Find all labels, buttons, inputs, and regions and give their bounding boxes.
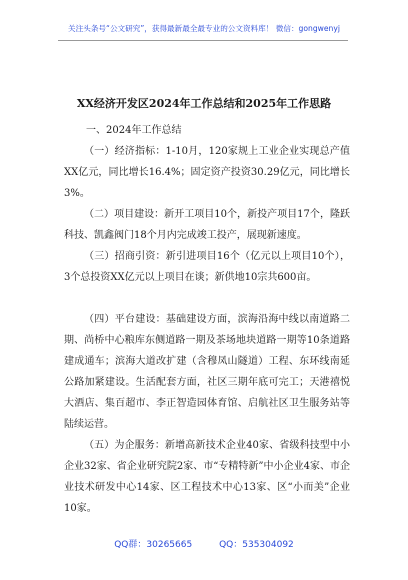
paragraph-economic-indicators: （一）经济指标：1-10月，120家规上工业企业实现总产值XX亿元，同比增长16.4%；固定资产投资30.29亿元，同比增长3%。 [64,146,350,199]
paragraph-project-construction: （二）项目建设：新开工项目10个，新投产项目17个，隆跃科技、凯鑫阀门18个月内完成竣工投产，展现新速度。 [64,209,350,241]
header-divider [58,40,348,41]
document-title: XX经济开发区2024年工作总结和2025年工作思路 [76,97,332,110]
footer-qq-group: QQ群：30265665 [114,540,193,550]
section-heading: 一、2024年工作总结 [86,125,182,136]
footer-qq: QQ：535304092 [219,540,294,550]
header-note: 关注头条号“公文研究”，获得最新最全最专业的公文资料库！ 微信：gongwenyj [68,24,340,33]
paragraph-investment-attraction: （三）招商引资：新引进项目16个（亿元以上项目10个），3个总投资XX亿元以上项目在谈；新供地10宗共600亩。 [64,251,350,283]
footer-contacts [0,537,408,550]
paragraph-enterprise-services: （五）为企服务：新增高新技术企业40家、省级科技型中小企业32家、省企业研究院2家、市“专精特新”中小企业4家、市企业技术研发中心14家、区工程技术中心13家、区“小而美”企业10家。 [64,440,350,514]
paragraph-platform-construction: （四）平台建设：基础建设方面，滨海沿海中线以南道路二期、尚桥中心粮库东侧道路一期及茶场地块道路一期等10条道路建成通车；滨海大道改扩建（含穆凤山隧道）工程、东环线南延公路加紧建设。生活配套方面，社区三期年底可完工；天港禧悦大酒店、集百超市、李正智造园体育馆、启航社区卫生服务站等陆续运营。 [64,314,350,430]
